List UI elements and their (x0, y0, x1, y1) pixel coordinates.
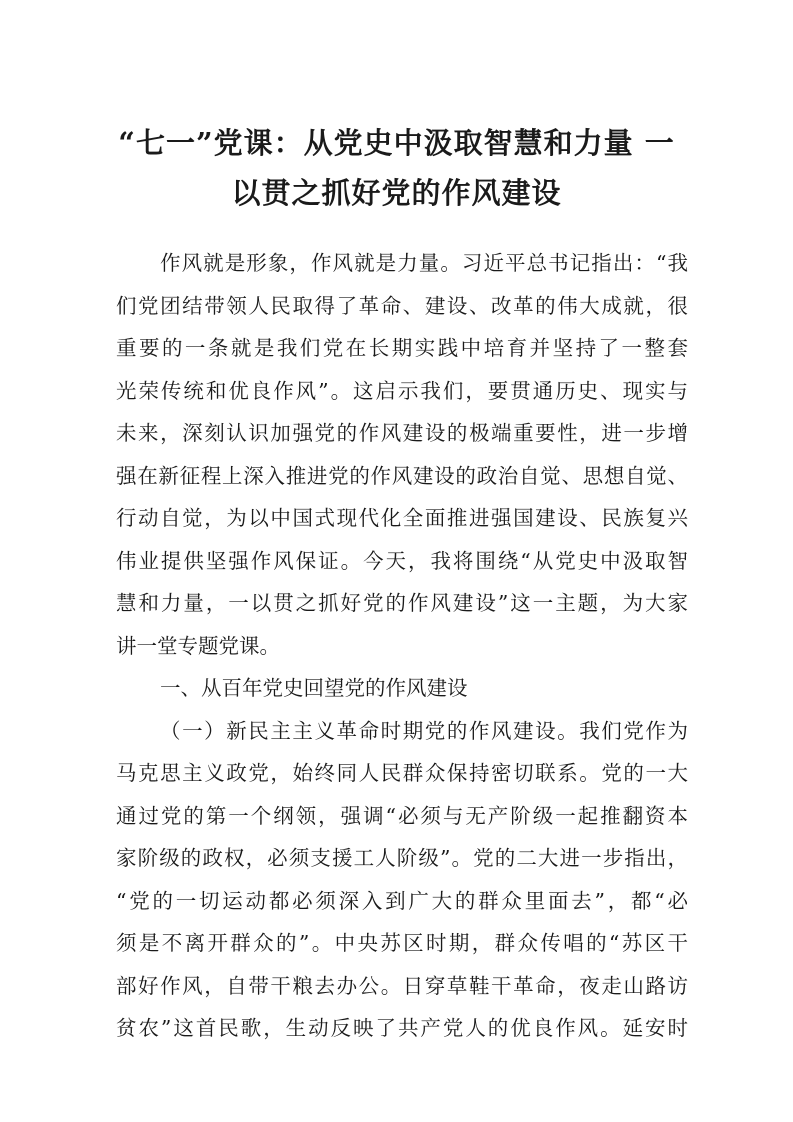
document-title-line-1: “七一”党课：从党史中汲取智慧和力量 一 (118, 126, 675, 160)
body-line: 重要的一条就是我们党在长期实践中培育并坚持了一整套 (116, 336, 688, 360)
body-line: 家阶级的政权，必须支援工人阶级”。党的二大进一步指出， (116, 846, 688, 870)
body-line: 贫农”这首民歌，生动反映了共产党人的优良作风。延安时 (116, 1016, 688, 1040)
body-line: 部好作风，自带干粮去办公。日穿草鞋干革命，夜走山路访 (116, 973, 688, 998)
body-line: 们党团结带领人民取得了革命、建设、改革的伟大成就，很 (116, 293, 688, 318)
body-line: 须是不离开群众的”。中央苏区时期，群众传唱的“苏区干 (116, 931, 688, 955)
body-line: 作风就是形象，作风就是力量。习近平总书记指出：“我 (160, 251, 688, 275)
body-line: “党的一切运动都必须深入到广大的群众里面去”，都“必 (116, 888, 688, 913)
body-line: 通过党的第一个纲领，强调“必须与无产阶级一起推翻资本 (116, 803, 688, 828)
body-line: 强在新征程上深入推进党的作风建设的政治自觉、思想自觉、 (116, 463, 688, 488)
document-body (116, 242, 688, 1050)
body-line: 行动自觉，为以中国式现代化全面推进强国建设、民族复兴 (116, 506, 688, 530)
body-line: 马克思主义政党，始终同人民群众保持密切联系。党的一大 (116, 761, 688, 785)
body-line: 未来，深刻认识加强党的作风建设的极端重要性，进一步增 (116, 421, 688, 445)
section-heading: 一、从百年党史回望党的作风建设 (160, 676, 468, 700)
body-line: 光荣传统和优良作风”。这启示我们，要贯通历史、现实与 (116, 378, 688, 403)
body-line: 慧和力量，一以贯之抓好党的作风建设”这一主题，为大家 (116, 591, 688, 615)
body-line: 伟业提供坚强作风保证。今天，我将围绕“从党史中汲取智 (116, 548, 688, 573)
body-line: 讲一堂专题党课。 (116, 633, 280, 658)
body-line: （一）新民主主义革命时期党的作风建设。我们党作为 (160, 718, 688, 743)
document-title-line-2: 以贯之抓好党的作风建设 (231, 176, 562, 210)
